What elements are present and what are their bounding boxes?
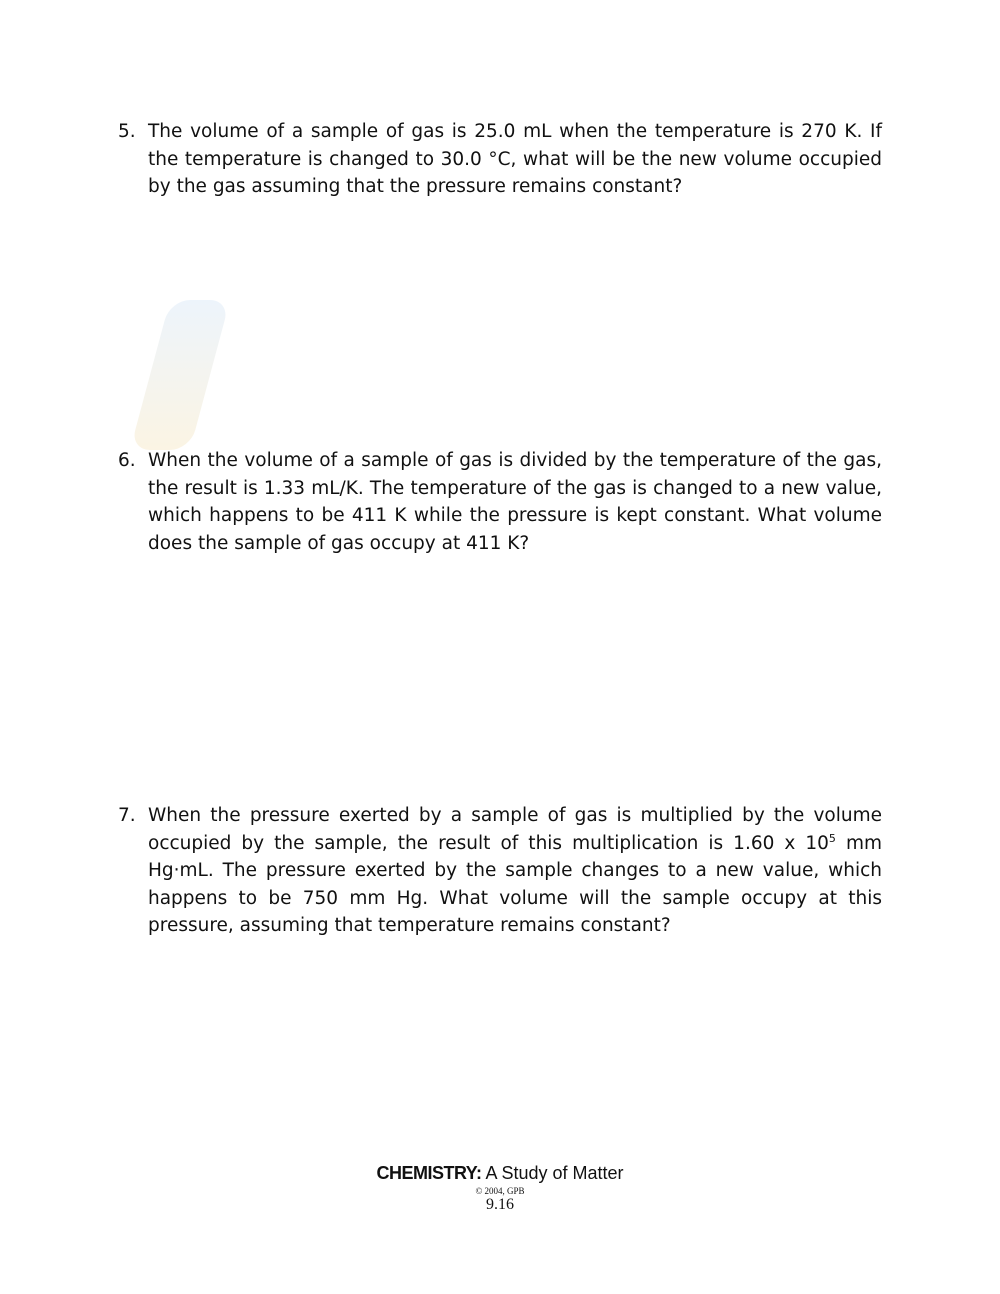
question-text (148, 802, 882, 940)
exponent: 5 (828, 831, 836, 845)
page-footer (0, 1163, 1000, 1214)
question-text-part: mm Hg·mL. The pressure exerted by the sample changes to a new value, which happens to be 750 mm Hg. What volume will the sample occupy at this pressure, assuming that temperature remains constant? (148, 832, 882, 936)
question-text: The volume of a sample of gas is 25.0 mL when the temperature is 270 K. If the temperature is changed to 30.0 °C, what will be the new volume occupied by the gas assuming that the pressure remains constant? (148, 121, 882, 197)
question-text-part: When the pressure exerted by a sample of gas is multiplied by the volume occupied by the sample, the result of this multiplication is 1.60 x 10 (148, 805, 882, 854)
question-number: 7. (118, 805, 136, 826)
question-number: 5. (118, 121, 136, 142)
question-5 (118, 118, 882, 201)
watermark (130, 300, 230, 450)
footer-title (0, 1163, 1000, 1184)
footer-title-bold: CHEMISTRY: (376, 1163, 482, 1183)
footer-title-rest: A Study of Matter (481, 1163, 624, 1183)
question-number: 6. (118, 450, 136, 471)
question-6 (118, 447, 882, 557)
page-number: 9.16 (486, 1196, 514, 1213)
question-text: When the volume of a sample of gas is divided by the temperature of the gas, the result is 1.33 mL/K. The temperature of the gas is changed to a new value, which happens to be 411 K while the pressure is kept constant. What volume does the sample of gas occupy at 411 K? (148, 450, 882, 554)
copyright: © 2004, GPB (475, 1186, 525, 1196)
question-7 (118, 802, 882, 940)
